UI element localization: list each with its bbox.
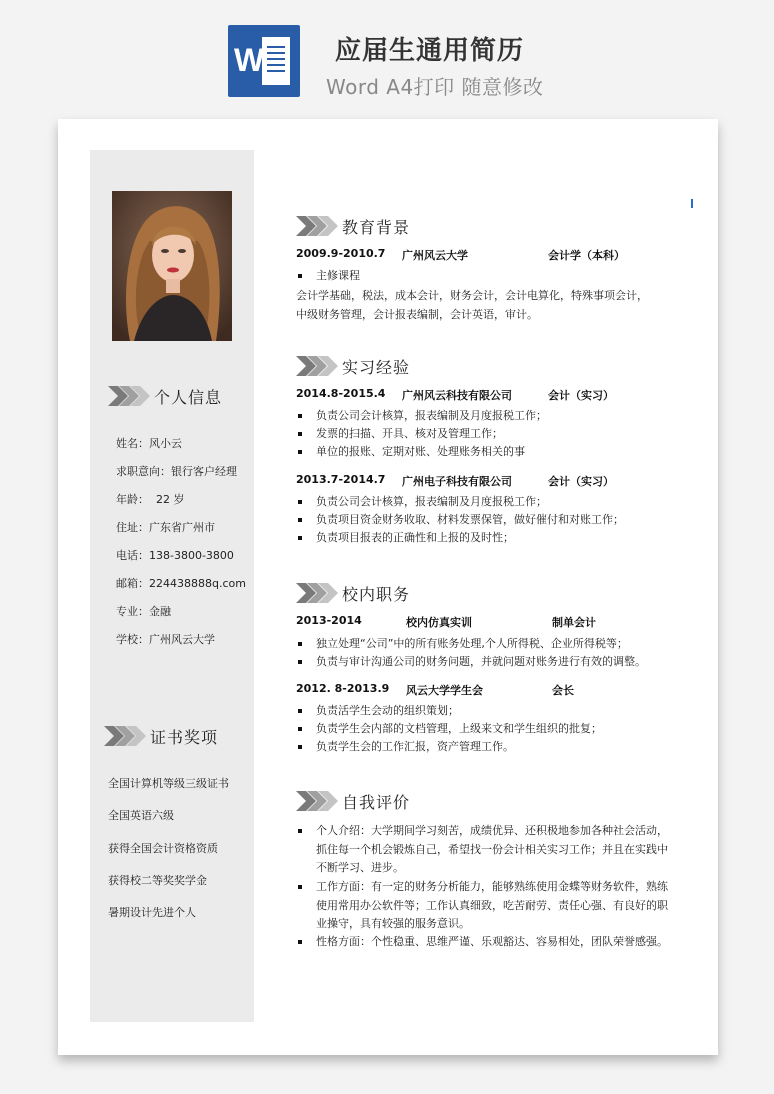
courses-line: 中级财务管理，会计报表编制，会计英语，审计。: [296, 308, 538, 321]
word-logo-icon: [228, 25, 300, 97]
self-eval-item: 工作方面：有一定的财务分析能力，能够熟练使用金蝶等财务软件，熟练使用常用办公软件等；工作认真细致，吃苦耐劳、责任心强、有良好的职业操守，具有较强的服务意识。: [296, 878, 676, 934]
chevron-arrows-icon: [296, 581, 338, 605]
campus-heading: [296, 580, 410, 606]
self-eval-item: 个人介绍：大学期间学习刻苦，成绩优异、还积极地参加各种社会活动，抓住每一个机会锻炼自己，希望找一份会计相关实习工作；并且在实践中不断学习、进步。: [296, 822, 676, 878]
bullet-item: 单位的报账、定期对账、处理账务相关的事: [296, 443, 676, 461]
chevron-arrows-icon: [296, 214, 338, 238]
course-label: 主修课程: [296, 267, 676, 285]
banner-subtitle: Word A4打印 随意修改: [326, 75, 544, 99]
info-name: 姓名：风小云: [116, 437, 182, 450]
internship-company: 广州电子科技有限公司: [402, 475, 512, 488]
bullet-item: 负责项目资金财务收取、材料发票保管，做好催付和对账工作；: [296, 511, 676, 529]
info-school: 学校：广州风云大学: [116, 633, 215, 646]
info-age: 年龄： 22 岁: [116, 493, 185, 506]
bullet-item: 负责活学生会动的组织策划；: [296, 702, 676, 720]
internship-date: 2014.8-2015.4: [296, 387, 386, 400]
chevron-arrows-icon: [296, 789, 338, 813]
education-heading: [296, 213, 410, 239]
campus-date: 2012. 8-2013.9: [296, 682, 390, 695]
self-eval-item: 性格方面：个性稳重、思维严谨、乐观豁达、容易相处，团队荣誉感强。: [296, 933, 676, 952]
internship-role: 会计（实习）: [548, 475, 614, 488]
courses-line: 会计学基础，税法，成本会计，财务会计，会计电算化，特殊事项会计，: [296, 289, 648, 302]
education-date: 2009.9-2010.7: [296, 247, 386, 260]
cert-item: 获得全国会计资格资质: [108, 841, 218, 855]
self-eval-title: 自我评价: [342, 792, 411, 812]
info-address: 住址：广东省广州市: [116, 521, 215, 534]
certs-title: 证书奖项: [150, 727, 219, 747]
cert-item: 暑期设计先进个人: [108, 906, 196, 920]
internship-heading: [296, 353, 410, 379]
chevron-arrows-icon: [296, 354, 338, 378]
banner-title: 应届生通用简历: [335, 36, 525, 66]
campus-org: 风云大学学生会: [406, 684, 483, 697]
bullet-item: 独立处理“公司”中的所有账务处理,个人所得税、企业所得税等；: [296, 635, 676, 653]
cursor-mark: [691, 199, 693, 208]
info-email: 邮箱：224438888q.com: [116, 577, 246, 590]
word-logo-letter: W: [234, 42, 265, 78]
campus-title: 校内职务: [342, 584, 411, 604]
self-eval-heading: [296, 788, 410, 814]
resume-page: [58, 119, 718, 1055]
campus-date: 2013-2014: [296, 614, 362, 627]
bullet-item: 负责公司会计核算，报表编制及月度报税工作；: [296, 493, 676, 511]
cert-item: 全国英语六级: [108, 809, 174, 823]
campus-role: 会长: [552, 684, 574, 697]
bullet-item: 负责学生会内部的文档管理，上级来文和学生组织的批复；: [296, 720, 676, 738]
internship-date: 2013.7-2014.7: [296, 473, 386, 486]
main-column: [58, 119, 718, 1055]
bullet-item: 负责项目报表的正确性和上报的及时性；: [296, 529, 676, 547]
personal-info-title: 个人信息: [154, 387, 223, 407]
cert-item: 获得校二等奖奖学金: [108, 873, 207, 887]
bullet-item: 发票的扫描、开具、核对及管理工作；: [296, 425, 676, 443]
campus-org: 校内仿真实训: [406, 616, 472, 629]
education-school: 广州风云大学: [402, 249, 468, 262]
cert-item: 全国计算机等级三级证书: [108, 777, 229, 790]
campus-role: 制单会计: [552, 616, 596, 629]
internship-company: 广州风云科技有限公司: [402, 389, 512, 402]
info-major: 专业：金融: [116, 605, 171, 618]
education-title: 教育背景: [342, 217, 411, 237]
internship-role: 会计（实习）: [548, 389, 614, 402]
info-phone: 电话：138-3800-3800: [116, 549, 234, 562]
internship-title: 实习经验: [342, 357, 411, 377]
bullet-item: 负责与审计沟通公司的财务问题，并就问题对账务进行有效的调整。: [296, 653, 676, 671]
bullet-item: 负责学生会的工作汇报，资产管理工作。: [296, 738, 676, 756]
education-major: 会计学（本科）: [548, 249, 625, 262]
bullet-item: 负责公司会计核算，报表编制及月度报税工作；: [296, 407, 676, 425]
info-objective: 求职意向：银行客户经理: [116, 465, 237, 478]
